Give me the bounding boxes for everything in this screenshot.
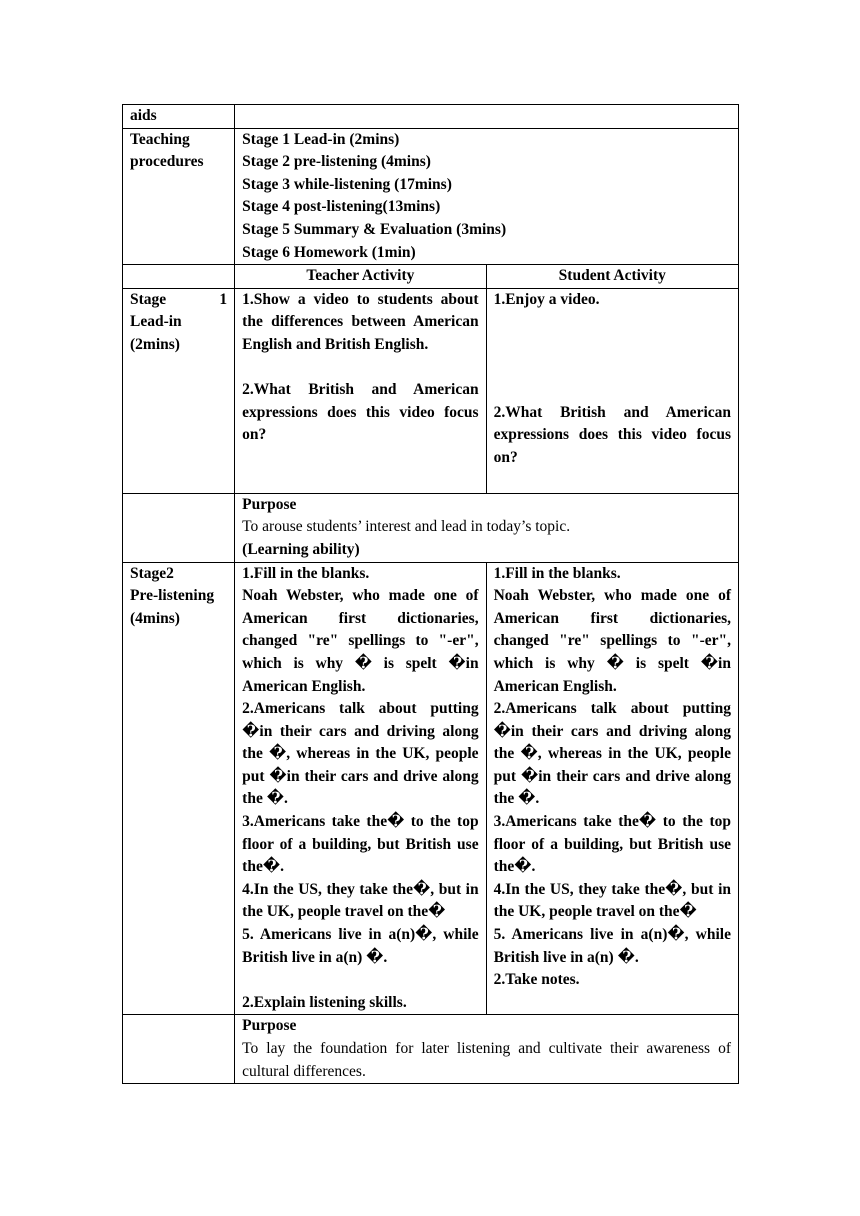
procedure-stage-4: Stage 4 post-listening(13mins) [242,198,441,216]
stage1-teacher-activity [235,288,486,493]
stage2-student-item2: 2.Take notes. [493,971,580,989]
stage1-student-gap-1 [494,311,731,334]
stage2-purpose-row [123,1015,739,1084]
stage1-label-word: Stage [130,290,167,308]
stage1-teacher-item1: 1.Show a video to students about the differences between American English and British English. [242,290,479,353]
header-empty-cell [123,265,235,289]
stage2-teacher-q1: Noah Webster, who made one of American first dictionaries, changed "re" spellings to "-er", which is why � is spelt �in American English. [242,587,479,695]
lesson-plan-page [122,104,739,1084]
stage1-label-time: (2mins) [130,335,180,353]
student-activity-header: Student Activity [486,265,738,289]
procedure-stage-6: Stage 6 Homework (1min) [242,243,416,261]
stage1-student-gap-4 [494,379,731,402]
stage2-teacher-q4: 4.In the US, they take the�, but in the UK, people travel on the� [242,880,479,921]
stage1-purpose-row [123,493,739,562]
stage2-row [123,562,739,1015]
stage2-purpose-title: Purpose [242,1017,297,1035]
stage2-purpose-text: To lay the foundation for later listening and cultivate their awareness of cultural differences. [242,1040,731,1080]
procedures-label: Teaching procedures [123,128,235,265]
stage2-teacher-item2: 2.Explain listening skills. [242,993,407,1011]
stage2-student-q3: 3.Americans take the� to the top floor of a building, but British use the�. [493,813,731,876]
stage2-student-q2: 2.Americans talk about putting �in their cars and driving along the �, whereas in the UK, people put �in their cars and drive along the �. [493,700,731,808]
stage1-purpose [235,493,739,562]
procedure-stage-3: Stage 3 while-listening (17mins) [242,175,452,193]
procedures-row [123,128,739,265]
stage1-purpose-title: Purpose [242,495,297,513]
stage1-label-line [130,289,227,312]
stage2-student-q5: 5. Americans live in a(n)�, while British live in a(n) �. [493,926,731,966]
stage1-label [123,288,235,493]
stage2-student-q1: Noah Webster, who made one of American first dictionaries, changed "re" spellings to "-er", which is why � is spelt �in American English. [493,587,731,695]
procedure-stage-1: Stage 1 Lead-in (2mins) [242,130,400,148]
teacher-activity-header: Teacher Activity [235,265,486,289]
stage1-purpose-empty [123,493,235,562]
procedures-list [235,128,739,265]
stage1-student-gap-2 [494,334,731,357]
stage2-teacher-gap [242,969,478,992]
stage1-row [123,288,739,493]
activity-header-row [123,265,739,289]
stage1-student-gap-3 [494,357,731,380]
stage2-student-heading: 1.Fill in the blanks. [493,564,621,582]
aids-row [123,105,739,129]
stage2-purpose [235,1015,739,1084]
aids-content [235,105,739,129]
stage2-label-sub: Pre-listening [130,587,215,605]
stage2-label [123,562,235,1015]
stage2-label-name: Stage2 [130,564,174,582]
stage2-teacher-heading: 1.Fill in the blanks. [242,564,370,582]
procedure-stage-2: Stage 2 pre-listening (4mins) [242,153,431,171]
stage1-label-name: Lead-in [130,313,182,331]
stage2-teacher-q2: 2.Americans talk about putting �in their cars and driving along the �, whereas in the UK, people put �in their cars and drive along the �. [242,700,479,808]
stage1-teacher-gap [242,357,478,380]
stage2-student-activity [486,562,738,1015]
stage1-label-num: 1 [219,290,228,308]
stage2-label-time: (4mins) [130,609,180,627]
stage2-teacher-q3: 3.Americans take the� to the top floor of a building, but British use the�. [242,813,479,876]
stage2-teacher-activity [235,562,486,1015]
stage2-teacher-q5: 5. Americans live in a(n)�, while British live in a(n) �. [242,926,479,966]
stage1-teacher-item2: 2.What British and American expressions does this video focus on? [242,381,479,444]
aids-label: aids [123,105,235,129]
stage1-student-activity [486,288,738,493]
stage2-purpose-empty [123,1015,235,1084]
stage1-purpose-ability: (Learning ability) [242,540,360,558]
stage1-student-item2: 2.What British and American expressions does this video focus on? [493,403,731,466]
stage1-purpose-text: To arouse students’ interest and lead in today’s topic. [242,518,571,536]
stage1-student-item1: 1.Enjoy a video. [493,290,600,308]
procedure-stage-5: Stage 5 Summary & Evaluation (3mins) [242,220,507,238]
lesson-plan-table [122,104,739,1084]
stage2-student-q4: 4.In the US, they take the�, but in the UK, people travel on the� [493,880,731,921]
